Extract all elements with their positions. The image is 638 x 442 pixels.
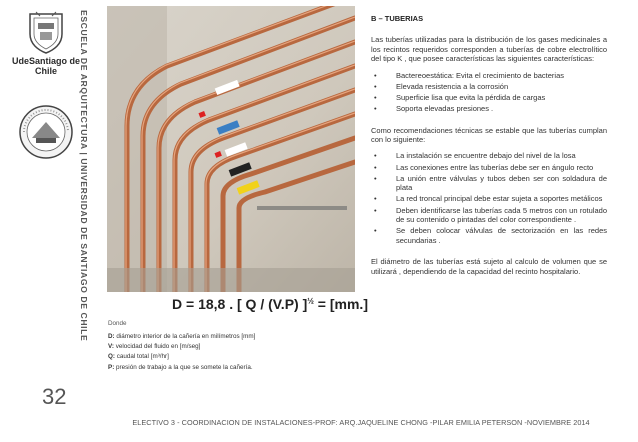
features-list <box>371 71 607 114</box>
list-item: • Deben identificarse las tuberías cada 5 metros con un rotulado de su contenido o pintadas del color correspondiente . <box>371 206 607 225</box>
recommendations-list <box>371 151 607 245</box>
text-column <box>371 14 607 283</box>
copper-pipes-photo <box>107 6 355 292</box>
architecture-school-seal-icon <box>18 104 74 160</box>
list-item: • La red troncal principal debe estar sujeta a soportes metálicos <box>371 194 607 203</box>
legend-donde: Donde <box>108 320 127 327</box>
sidebar <box>0 0 92 442</box>
list-item: • Superficie lisa que evita la pérdida de cargas <box>371 93 607 102</box>
list-item: • La unión entre válvulas y tubos deben ser con soldadura de plata <box>371 174 607 193</box>
university-logo-text: UdeSantiago de Chile <box>11 56 80 76</box>
vertical-school-label: ESCUELA DE ARQUITECTURA | UNIVERSIDAD DE SANTIAGO DE CHILE <box>79 10 89 342</box>
list-item: • Bactereoestática: Evita el crecimiento de bacterias <box>371 71 607 80</box>
list-item: • La instalación se encuentre debajo del nivel de la losa <box>371 151 607 160</box>
legend-row: Q: caudal total [m³/hr] <box>108 353 169 361</box>
formula-legend <box>108 320 358 374</box>
page-footer: ELECTIVO 3 - COORDINACION DE INSTALACIONES-PROF: ARQ.JAQUELINE CHONG -PILAR EMILIA PETERSON -NOVIEMBRE 2014 <box>132 418 590 427</box>
page-number: 32 <box>42 384 67 409</box>
university-shield-icon <box>26 10 66 54</box>
list-item: • Las conexiones entre las tuberías debe ser en ángulo recto <box>371 163 607 172</box>
legend-row: V: velocidad del fluido en [m/seg] <box>108 343 201 351</box>
legend-row: D: diámetro interior de la cañería en milímetros [mm] <box>108 333 256 340</box>
legend-row: P: presión de trabajo a la que se somete la cañería. <box>108 363 253 371</box>
list-item: • Soporta elevadas presiones . <box>371 104 607 113</box>
intro-paragraph: Las tuberías utilizadas para la distribución de los gases medicinales a los recintos requeridos corresponden a tuberías de cobre electrolítico del tipo K , que posee características las siguientes características: <box>371 35 607 64</box>
list-item: • Elevada resistencia a la corrosión <box>371 82 607 91</box>
section-heading: B – TUBERIAS <box>371 14 424 23</box>
diameter-formula: D = 18,8 . [ Q / (V.P) ]$^{\frac{1}{2}}$ = [mm.] <box>172 296 368 312</box>
closing-paragraph: El diámetro de las tuberías está sujeto al calculo de volumen que se utilizará , dependiendo de la capacidad del recinto hospitalario. <box>371 257 607 276</box>
recommendations-intro: Como recomendaciones técnicas se estable que las tuberías cumplan con lo siguiente: <box>371 125 607 145</box>
list-item: • Se deben colocar válvulas de sectorización en las redes secundarias . <box>371 226 607 245</box>
